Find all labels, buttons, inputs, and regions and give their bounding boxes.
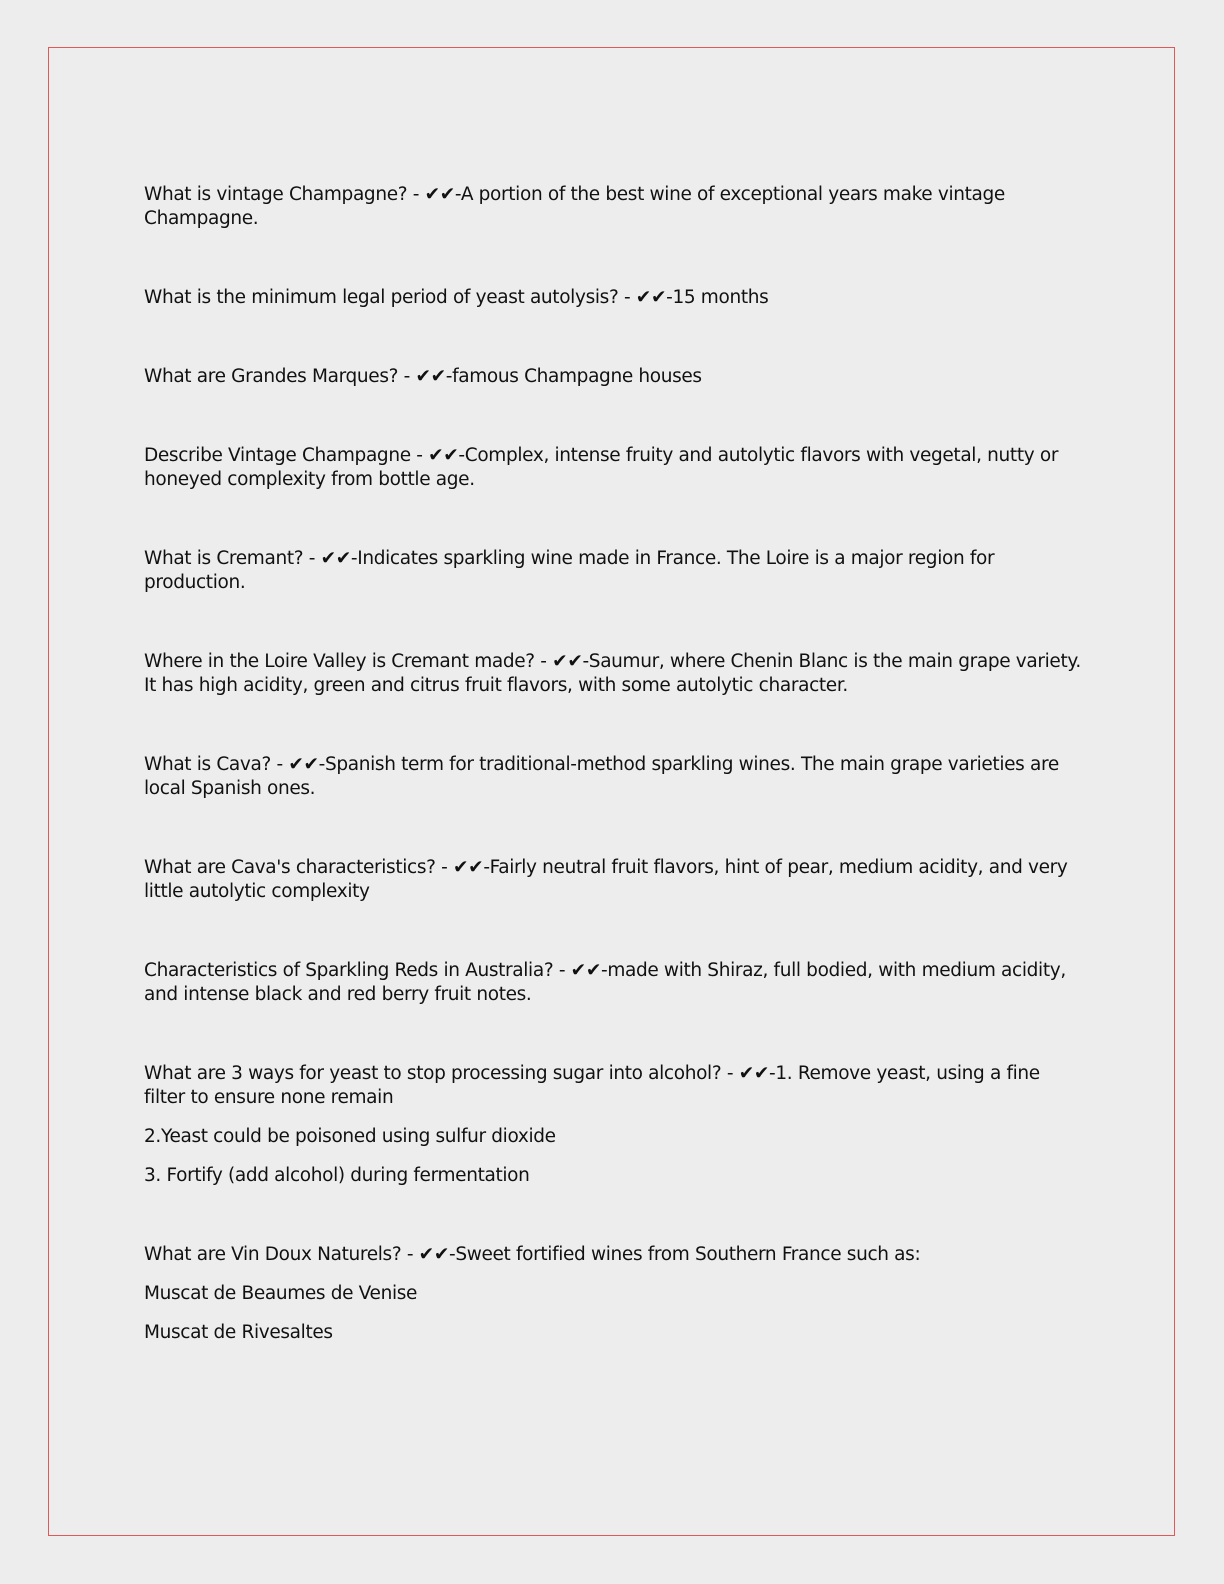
answer-text: 15 months — [672, 287, 769, 308]
answer-text: Indicates sparkling wine made in France. The Loire is a major region for production. — [144, 548, 995, 593]
answer-text: famous Champagne houses — [452, 366, 702, 387]
answer-text: made with Shiraz, full bodied, with medium acidity, and intense black and red berry fruit notes. — [144, 960, 1066, 1005]
check-separator: - ✔✔- — [618, 287, 673, 308]
qa-item — [144, 444, 1084, 492]
check-separator: - ✔✔- — [553, 960, 608, 981]
question-text: What is Cava? — [144, 754, 271, 775]
check-separator: - ✔✔- — [721, 1063, 776, 1084]
qa-item — [144, 365, 1084, 389]
qa-item — [144, 753, 1084, 801]
check-separator: - ✔✔- — [398, 366, 453, 387]
check-separator: - ✔✔- — [270, 754, 325, 775]
qa-item — [144, 547, 1084, 595]
qa-item — [144, 650, 1084, 698]
qa-item — [144, 1062, 1084, 1188]
qa-line — [144, 1062, 1084, 1110]
question-text: What are 3 ways for yeast to stop processing sugar into alcohol? — [144, 1063, 722, 1084]
answer-text: Sweet fortified wines from Southern France such as: — [455, 1244, 921, 1265]
question-text: Where in the Loire Valley is Cremant made? — [144, 651, 535, 672]
answer-text: 1. Remove yeast, using a fine filter to ensure none remain — [144, 1063, 1040, 1108]
question-text: What is vintage Champagne? — [144, 184, 408, 205]
qa-item — [144, 183, 1084, 231]
answer-text: Spanish term for traditional-method sparkling wines. The main grape varieties are local Spanish ones. — [144, 754, 1059, 799]
answer-continuation: 2.Yeast could be poisoned using sulfur dioxide — [144, 1126, 556, 1147]
qa-item — [144, 286, 1084, 310]
qa-item — [144, 1243, 1084, 1345]
answer-text: Fairly neutral fruit flavors, hint of pear, medium acidity, and very little autolytic complexity — [144, 857, 1068, 902]
qa-line — [144, 183, 1084, 231]
qa-line — [144, 1243, 1084, 1267]
check-separator: - ✔✔- — [410, 445, 465, 466]
answer-text: Saumur, where Chenin Blanc is the main grape variety. It has high acidity, green and citrus fruit flavors, with some autolytic character. — [144, 651, 1081, 696]
check-separator: - ✔✔- — [303, 548, 358, 569]
qa-line — [144, 856, 1084, 904]
document-body — [144, 183, 1084, 1400]
qa-line — [144, 753, 1084, 801]
question-text: What are Vin Doux Naturels? — [144, 1244, 402, 1265]
question-text: What are Grandes Marques? — [144, 366, 399, 387]
qa-line — [144, 959, 1084, 1007]
question-text: What is Cremant? — [144, 548, 304, 569]
qa-line — [144, 650, 1084, 698]
qa-item — [144, 856, 1084, 904]
answer-continuation: 3. Fortify (add alcohol) during fermentation — [144, 1165, 530, 1186]
check-separator: - ✔✔- — [534, 651, 589, 672]
question-text: What are Cava's characteristics? — [144, 857, 436, 878]
question-text: What is the minimum legal period of yeast autolysis? — [144, 287, 619, 308]
qa-line — [144, 547, 1084, 595]
check-separator: - ✔✔- — [407, 184, 461, 205]
question-text: Describe Vintage Champagne — [144, 445, 411, 466]
qa-line — [144, 286, 1084, 310]
qa-line — [144, 444, 1084, 492]
question-text: Characteristics of Sparkling Reds in Australia? — [144, 960, 554, 981]
check-separator: - ✔✔- — [435, 857, 490, 878]
answer-text: Complex, intense fruity and autolytic flavors with vegetal, nutty or honeyed complexity from bottle age. — [144, 445, 1059, 490]
answer-continuation: Muscat de Beaumes de Venise — [144, 1283, 418, 1304]
answer-continuation: Muscat de Rivesaltes — [144, 1322, 333, 1343]
qa-line — [144, 365, 1084, 389]
answer-text: A portion of the best wine of exceptional years make vintage Champagne. — [144, 184, 1005, 229]
qa-item — [144, 959, 1084, 1007]
check-separator: - ✔✔- — [401, 1244, 456, 1265]
